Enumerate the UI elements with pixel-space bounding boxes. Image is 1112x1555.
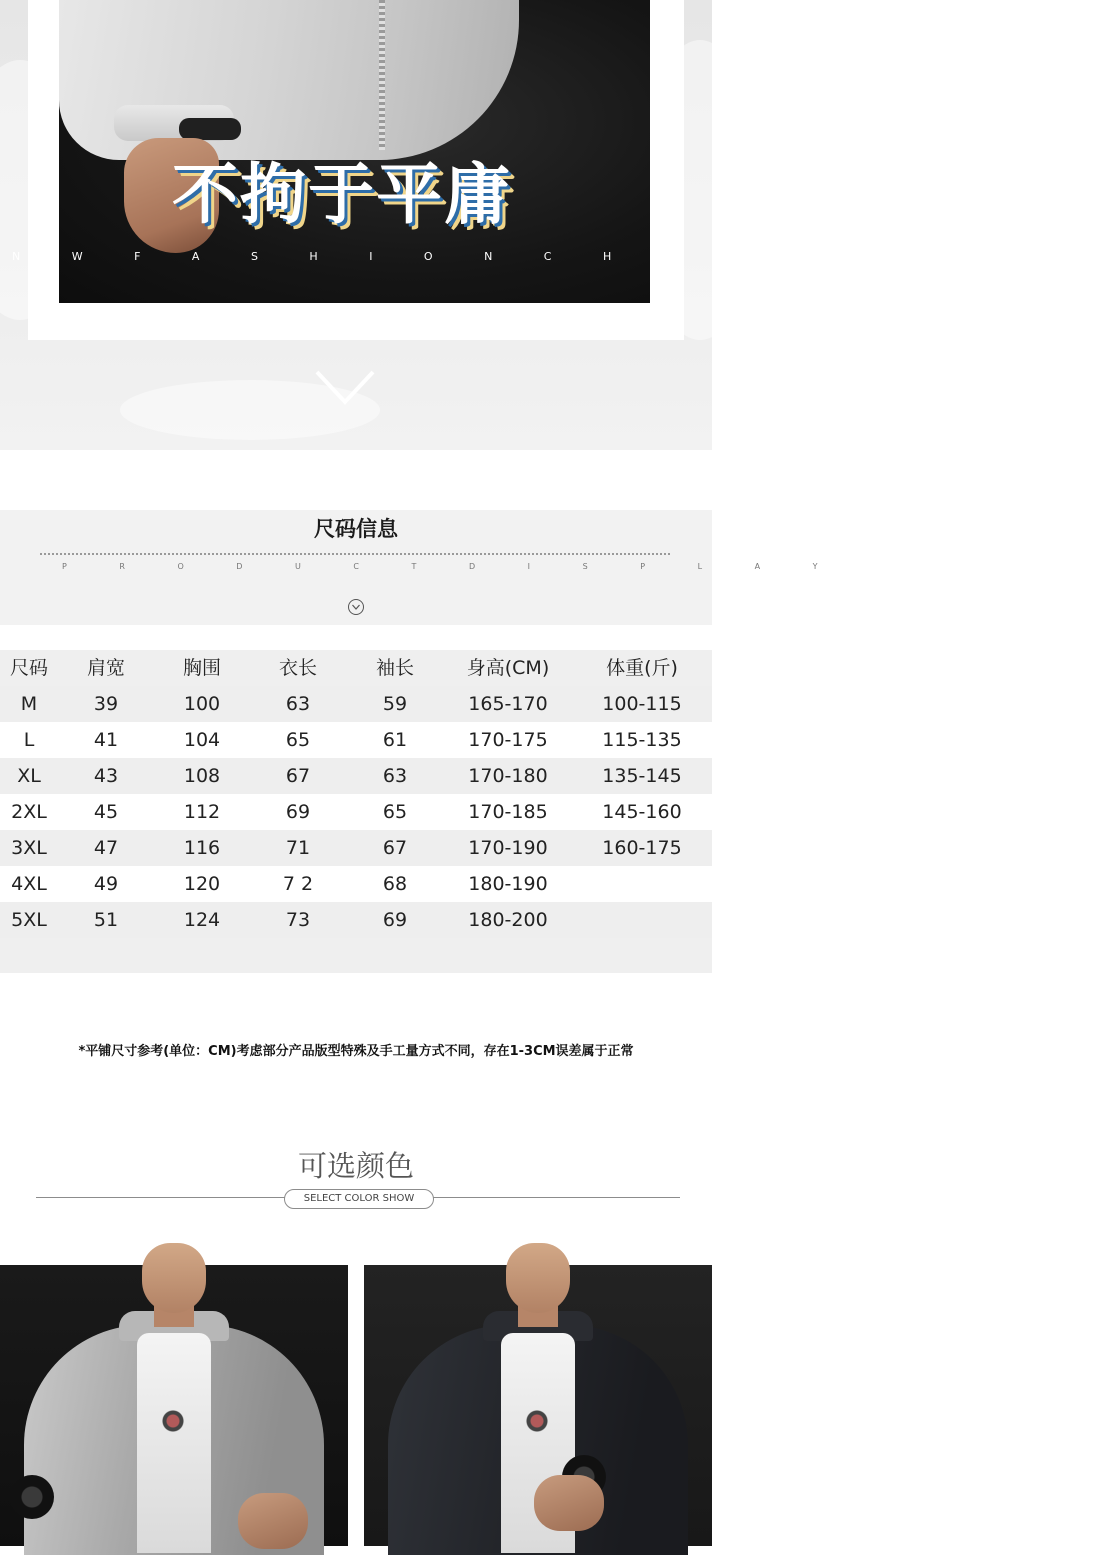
table-cell: 145-160 bbox=[602, 801, 682, 823]
table-cell: 135-145 bbox=[602, 765, 682, 787]
table-cell: 3XL bbox=[11, 837, 47, 859]
table-cell: 45 bbox=[93, 801, 119, 823]
table-cell: 67 bbox=[285, 765, 311, 787]
shirt-print bbox=[150, 1385, 196, 1445]
table-cell: 104 bbox=[183, 729, 221, 751]
wrist-watch bbox=[10, 1475, 54, 1519]
table-cell: 41 bbox=[93, 729, 119, 751]
model-hand bbox=[534, 1475, 604, 1531]
table-cell: 39 bbox=[93, 693, 119, 715]
table-cell: 100-115 bbox=[602, 693, 682, 715]
column-header-shoulder: 肩宽 bbox=[86, 657, 125, 679]
table-cell: 47 bbox=[93, 837, 119, 859]
table-cell: 160-175 bbox=[602, 837, 682, 859]
table-cell: 2XL bbox=[11, 801, 47, 823]
column-header-sleeve: 袖长 bbox=[375, 657, 414, 679]
table-cell: 115-135 bbox=[602, 729, 682, 751]
table-cell: 165-170 bbox=[468, 693, 548, 715]
hero-subline: N W F A S H I O N C H A R M B L O O M bbox=[12, 250, 1112, 263]
color-section-title: 可选颜色 bbox=[297, 1149, 414, 1183]
table-cell: 65 bbox=[382, 801, 408, 823]
table-cell: 69 bbox=[285, 801, 311, 823]
table-cell: 67 bbox=[382, 837, 408, 859]
size-section-subtitle: P R O D U C T D I S P L A Y bbox=[62, 562, 843, 571]
model-face bbox=[506, 1243, 570, 1313]
product-photo-black[interactable] bbox=[364, 1265, 712, 1546]
table-cell: 170-185 bbox=[468, 801, 548, 823]
table-cell: XL bbox=[17, 765, 41, 787]
size-section-title: 尺码信息 bbox=[314, 517, 398, 541]
table-cell: 71 bbox=[285, 837, 311, 859]
table-cell: 124 bbox=[183, 909, 221, 931]
table-cell: 120 bbox=[183, 873, 221, 895]
table-cell: 73 bbox=[285, 909, 311, 931]
table-cell: 63 bbox=[285, 693, 311, 715]
table-cell: 116 bbox=[183, 837, 221, 859]
table-cell: M bbox=[20, 693, 38, 715]
table-cell: 65 bbox=[285, 729, 311, 751]
table-footer-band bbox=[0, 938, 712, 973]
circle-chevron-down-icon bbox=[347, 598, 365, 616]
table-row bbox=[0, 758, 712, 794]
table-row bbox=[0, 902, 712, 938]
dotted-divider bbox=[40, 553, 670, 555]
table-cell: 69 bbox=[382, 909, 408, 931]
table-row bbox=[0, 686, 712, 722]
table-cell: 4XL bbox=[11, 873, 47, 895]
table-cell: 112 bbox=[183, 801, 221, 823]
product-photo-grey[interactable] bbox=[0, 1265, 348, 1546]
column-header-length: 衣长 bbox=[278, 657, 317, 679]
select-color-pill: SELECT COLOR SHOW bbox=[284, 1189, 434, 1209]
column-header-chest: 胸围 bbox=[182, 657, 221, 679]
size-table bbox=[0, 650, 712, 938]
measurement-note: *平铺尺寸参考(单位：CM)考虑部分产品版型特殊及手工量方式不同，存在1-3CM误差属于正常 bbox=[78, 1044, 634, 1059]
table-cell: 49 bbox=[93, 873, 119, 895]
model-hand bbox=[238, 1493, 308, 1549]
table-cell: 170-190 bbox=[468, 837, 548, 859]
table-cell bbox=[572, 866, 712, 902]
table-cell: 180-190 bbox=[468, 873, 548, 895]
table-cell: 63 bbox=[382, 765, 408, 787]
table-row bbox=[0, 866, 712, 902]
wrist-watch bbox=[179, 118, 241, 140]
table-cell: 7 2 bbox=[282, 873, 314, 895]
model-face bbox=[142, 1243, 206, 1313]
table-cell: 108 bbox=[183, 765, 221, 787]
table-cell: 170-180 bbox=[468, 765, 548, 787]
table-cell: 180-200 bbox=[468, 909, 548, 931]
table-cell: 100 bbox=[183, 693, 221, 715]
table-cell: 51 bbox=[93, 909, 119, 931]
table-cell: L bbox=[23, 729, 35, 751]
column-header-size: 尺码 bbox=[9, 657, 48, 679]
column-header-weight: 体重(斤) bbox=[606, 657, 678, 679]
table-row bbox=[0, 794, 712, 830]
table-cell: 68 bbox=[382, 873, 408, 895]
shirt-print bbox=[514, 1385, 560, 1445]
hero-headline: 不拘于平庸 bbox=[172, 156, 512, 233]
column-header-height: 身高(CM) bbox=[466, 657, 550, 679]
table-row bbox=[0, 722, 712, 758]
table-cell: 59 bbox=[382, 693, 408, 715]
table-row bbox=[0, 830, 712, 866]
chevron-down-icon bbox=[314, 368, 376, 408]
jacket-zipper bbox=[379, 0, 385, 150]
size-table-header-row bbox=[0, 650, 712, 686]
table-cell bbox=[572, 902, 712, 938]
table-cell: 5XL bbox=[11, 909, 47, 931]
table-cell: 43 bbox=[93, 765, 119, 787]
table-cell: 170-175 bbox=[468, 729, 548, 751]
table-cell: 61 bbox=[382, 729, 408, 751]
